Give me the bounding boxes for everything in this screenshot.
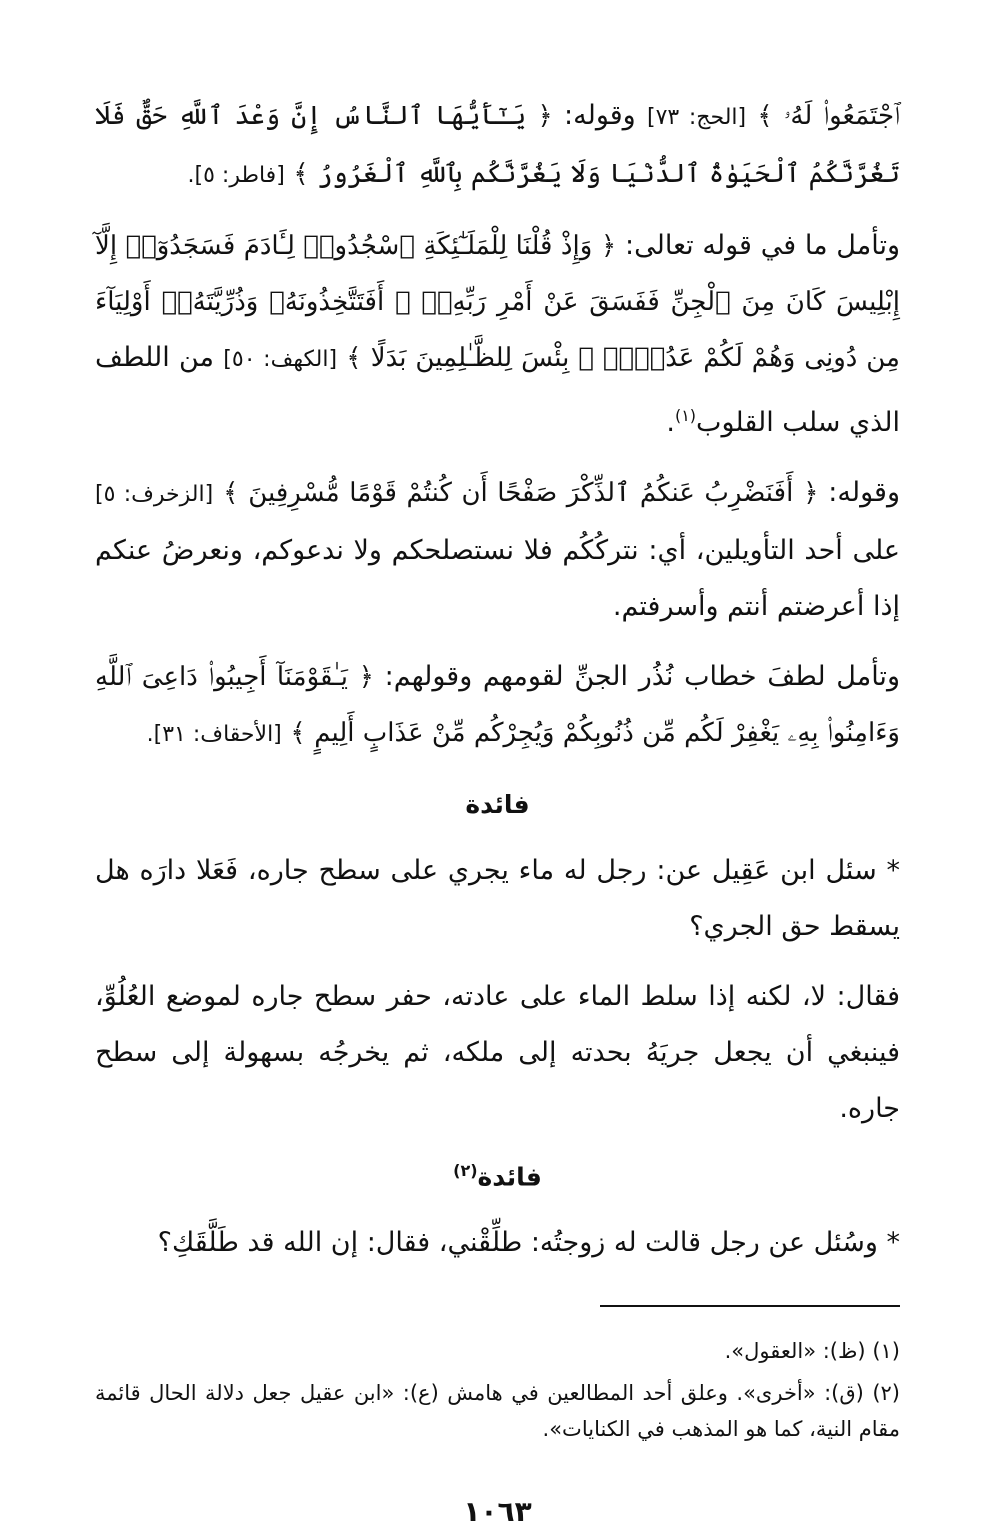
text-run: . xyxy=(666,407,675,438)
text-run: وتأمل ما في قوله تعالى: xyxy=(625,230,900,261)
citation: [الكهف: ٥٠] xyxy=(223,347,338,372)
footnote-text: (ق): «أخرى». وعلق أحد المطالعين في هامش (ع): «ابن عقيل جعل دلالة الحال قائمة مقام النية، كما هو المذهب في الكنايات». xyxy=(95,1381,900,1442)
bracket-open: ﴿ xyxy=(358,662,374,692)
footnote-2 xyxy=(95,1375,900,1447)
footnote-number: (١) xyxy=(872,1339,900,1364)
text-run: وتأمل لطفَ خطاب نُذُر الجنِّ لقومهم وقولهم: xyxy=(384,661,900,692)
bracket-open: ﴿ xyxy=(803,478,819,508)
footnote-divider xyxy=(600,1305,900,1307)
heading-text: فائدة xyxy=(465,790,530,819)
bracket-close: ﴾ xyxy=(293,159,309,189)
bracket-close: ﴾ xyxy=(290,718,306,748)
bracket-close: ﴾ xyxy=(346,343,362,373)
text-run: وقوله: xyxy=(564,100,636,131)
text-run: على أحد التأويلين، أي: نتركُكُم فلا نستصلحكم ولا ندعوكم، ونعرضُ عنكم إذا أعرضتم أنتم وأسرفتم. xyxy=(95,535,900,622)
heading-text: فائدة xyxy=(477,1162,542,1192)
text-run: من اللطف الذي سلب القلوب xyxy=(95,342,900,438)
section-heading-1 xyxy=(95,785,900,825)
page-body xyxy=(95,88,900,1528)
paragraph-4 xyxy=(95,649,900,763)
quran-verse: وَإِذْ قُلْنَا لِلْمَلَـٰٓئِكَةِ ٱسْجُدُوا۟ لِـَٔادَمَ فَسَجَدُوٓا۟ إِلَّآ إِبْلِيسَ كَانَ مِنَ ٱلْجِنِّ فَفَسَقَ عَنْ أَمْرِ رَبِّهِۦٓ ۗ أَفَتَتَّخِذُونَهُۥ وَذُرِّيَّتَهُۥٓ أَوْلِيَآءَ مِن دُونِى وَهُمْ لَكُمْ عَدُوٌّۢ ۚ بِئْسَ لِلظَّـٰلِمِينَ بَدَلًا xyxy=(95,231,900,373)
quran-verse: يَـٰقَوْمَنَآ أَجِيبُوا۟ دَاعِىَ ٱللَّهِ وَءَامِنُوا۟ بِهِۦ يَغْفِرْ لَكُم مِّن ذُنُوبِكُمْ وَيُجِرْكُم مِّنْ عَذَابٍ أَلِيمٍ xyxy=(95,662,900,748)
citation: [الأحقاف: ٣١]. xyxy=(146,722,282,747)
paragraph-1 xyxy=(95,88,900,204)
paragraph-2 xyxy=(95,218,900,451)
footnote-ref[interactable]: (١) xyxy=(674,406,697,425)
citation: [فاطر: ٥]. xyxy=(187,163,285,188)
citation: [الزخرف: ٥] xyxy=(95,482,214,507)
question-1: * سئل ابن عَقِيل عن: رجل له ماء يجري على سطح جاره، فَعَلا دارَه هل يسقط حق الجري؟ xyxy=(95,855,900,942)
quran-verse: أَفَنَضْرِبُ عَنكُمُ ٱلذِّكْرَ صَفْحًا أَن كُنتُمْ قَوْمًا مُّسْرِفِينَ xyxy=(248,478,794,508)
quran-fragment: ٱجْتَمَعُوا۟ لَهُۥ xyxy=(783,101,901,131)
quran-verse: يَـٰٓأَيُّهَا ٱلنَّاسُ إِنَّ وَعْدَ ٱللَّهِ حَقٌّ فَلَا تَغُرَّنَّكُمُ ٱلْحَيَوٰةُ ٱلدُّنْيَا وَلَا يَغُرَّنَّكُم بِٱللَّهِ ٱلْغَرُورُ xyxy=(95,101,900,189)
footnote-text: (ظ): «العقول». xyxy=(724,1339,866,1364)
paragraph-3 xyxy=(95,465,900,635)
footnote-ref[interactable]: (٢) xyxy=(453,1161,478,1180)
page-number: ١٠٦٣ xyxy=(463,1495,532,1528)
answer-1: فقال: لا، لكنه إذا سلط الماء على عادته، حفر سطح جاره لموضع العُلُوِّ، فينبغي أن يجعل جريَهُ بحدته إلى ملكه، ثم يخرجُه بسهولة إلى سطح جاره. xyxy=(95,981,900,1124)
bracket-open: ﴿ xyxy=(537,101,553,131)
footnote-number: (٢) xyxy=(872,1381,900,1406)
question-2: * وسُئل عن رجل قالت له زوجتُه: طلِّقْني، فقال: إن الله قد طَلَّقَكِ؟ xyxy=(157,1227,900,1259)
bracket-close: ﴾ xyxy=(223,478,239,508)
citation: [الحج: ٧٣] xyxy=(646,105,747,130)
bracket-close: ﴾ xyxy=(757,101,773,131)
bracket-open: ﴿ xyxy=(601,231,617,261)
text-run: وقوله: xyxy=(828,477,900,508)
footnote-1 xyxy=(95,1333,900,1369)
section-heading-2 xyxy=(95,1151,900,1197)
